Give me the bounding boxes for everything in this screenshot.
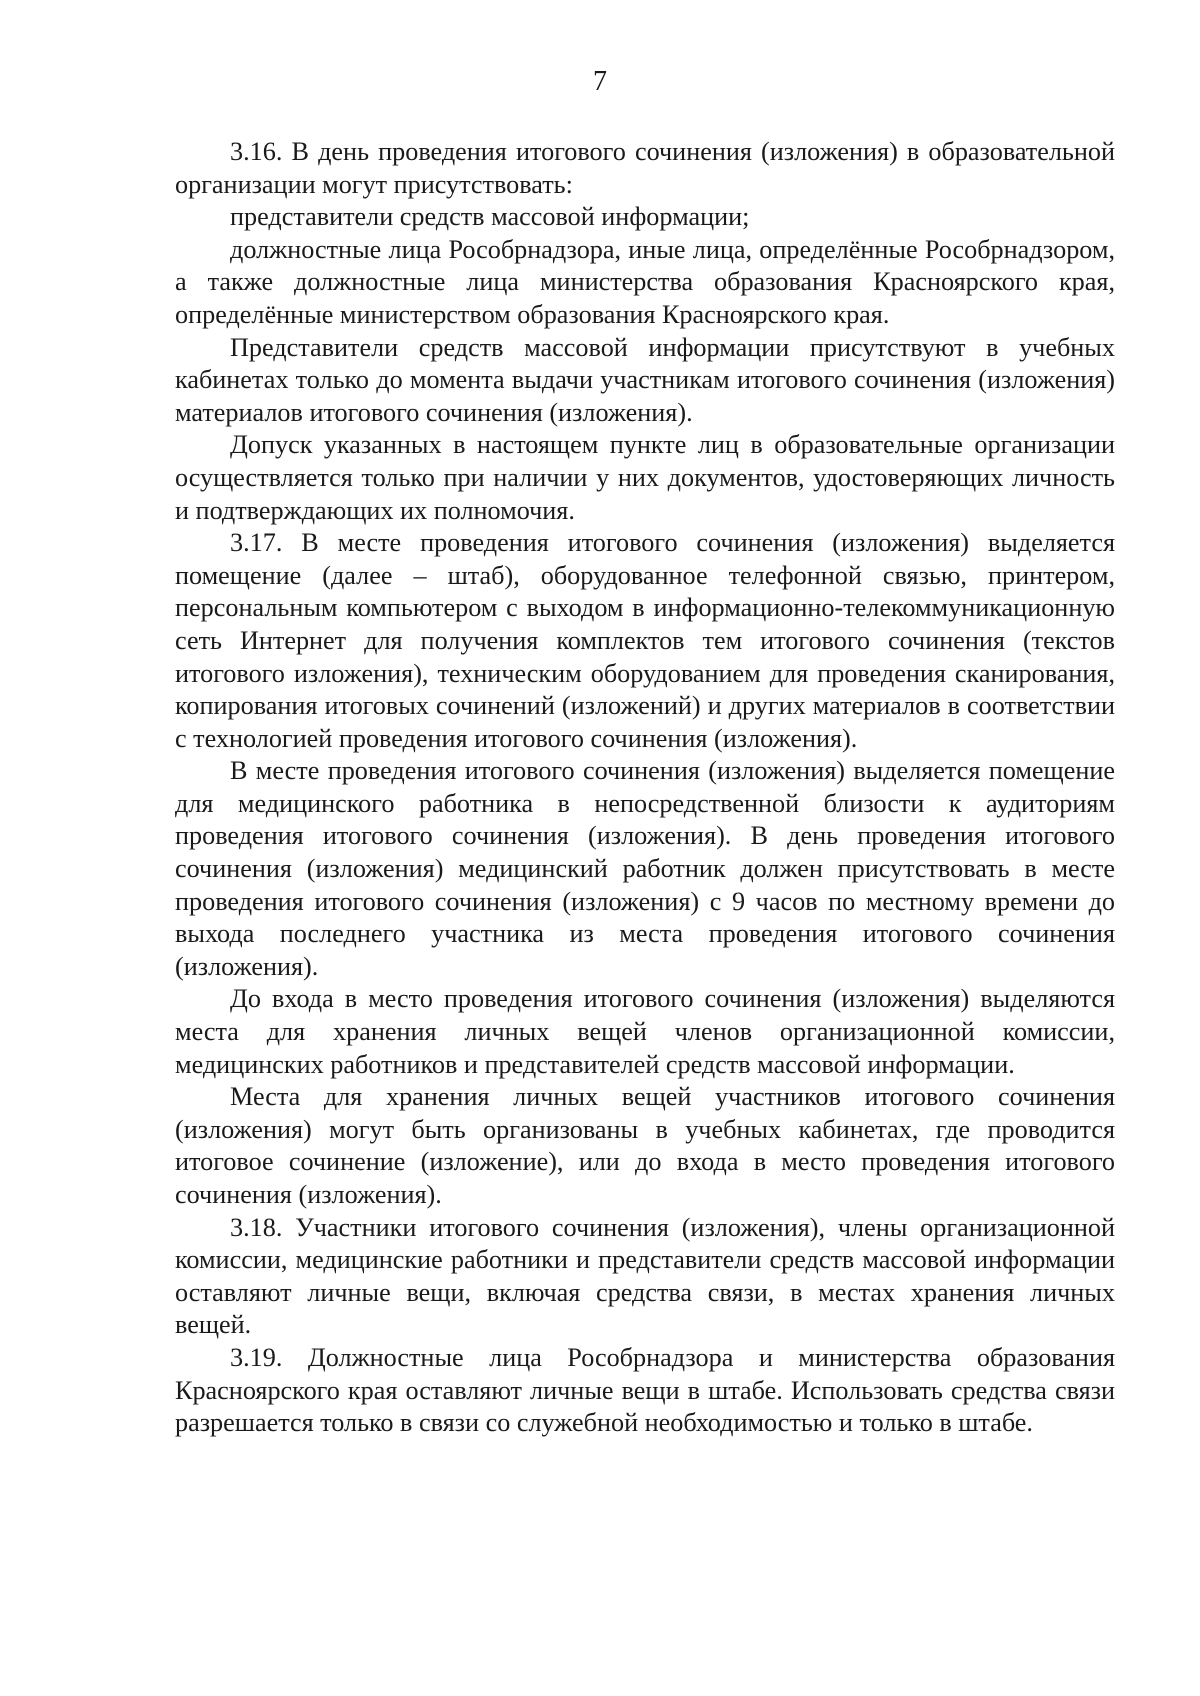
paragraph-3-18: 3.18. Участники итогового сочинения (изложения), члены организационной комиссии, медицинские работники и представители средств массовой информации оставляют личные вещи, включая средства связи, в местах хранения личных вещей. [175,1212,1115,1340]
paragraph-3-17: 3.17. В месте проведения итогового сочинения (изложения) выделяется помещение (далее – штаб), оборудованное телефонной связью, принтером, персональным компьютером с выходом в информационно-телекоммуникационную сеть Интернет для получения комплектов тем итогового сочинения (текстов итогового изложения), техническим оборудованием для проведения сканирования, копирования итоговых сочинений (изложений) и других материалов в соответствии с технологией проведения итогового сочинения (изложения). [175,528,1115,753]
paragraph-3-19: 3.19. Должностные лица Рособрнадзора и министерства образования Красноярского края оставляют личные вещи в штабе. Использовать средства связи разрешается только в связи со служебной необходимостью и только в штабе. [175,1342,1115,1438]
document-body [175,136,1115,1440]
paragraph-medical-room: В месте проведения итогового сочинения (изложения) выделяется помещение для медицинского работника в непосредственной близости к аудиториям проведения итогового сочинения (изложения). В день проведения итогового сочинения (изложения) медицинский работник должен присутствовать в месте проведения итогового сочинения (изложения) с 9 часов по местному времени до выхода последнего участника из места проведения итогового сочинения (изложения). [175,756,1115,981]
paragraph-admission: Допуск указанных в настоящем пункте лиц в образовательные организации осуществляется только при наличии у них документов, удостоверяющих личность и подтверждающих их полномочия. [175,430,1115,525]
paragraph-storage-staff: До входа в место проведения итогового сочинения (изложения) выделяются места для хранения личных вещей членов организационной комиссии, медицинских работников и представителей средств массовой информации. [175,984,1115,1079]
paragraph-storage-participants: Места для хранения личных вещей участников итогового сочинения (изложения) могут быть организованы в учебных кабинетах, где проводится итоговое сочинение (изложение), или до входа в место проведения итогового сочинения (изложения). [175,1082,1115,1209]
paragraph-3-16: 3.16. В день проведения итогового сочинения (изложения) в образовательной организации могут присутствовать: [175,137,1115,199]
paragraph-officials: должностные лица Рособрнадзора, иные лица, определённые Рособрнадзором, а также должностные лица министерства образования Красноярского края, определённые министерством образования Красноярского края. [175,234,1115,329]
page-number: 7 [593,66,607,97]
paragraph-media-presence: Представители средств массовой информации присутствуют в учебных кабинетах только до момента выдачи участникам итогового сочинения (изложения) материалов итогового сочинения (изложения). [175,332,1115,427]
paragraph-media-representatives: представители средств массовой информации; [230,202,750,232]
